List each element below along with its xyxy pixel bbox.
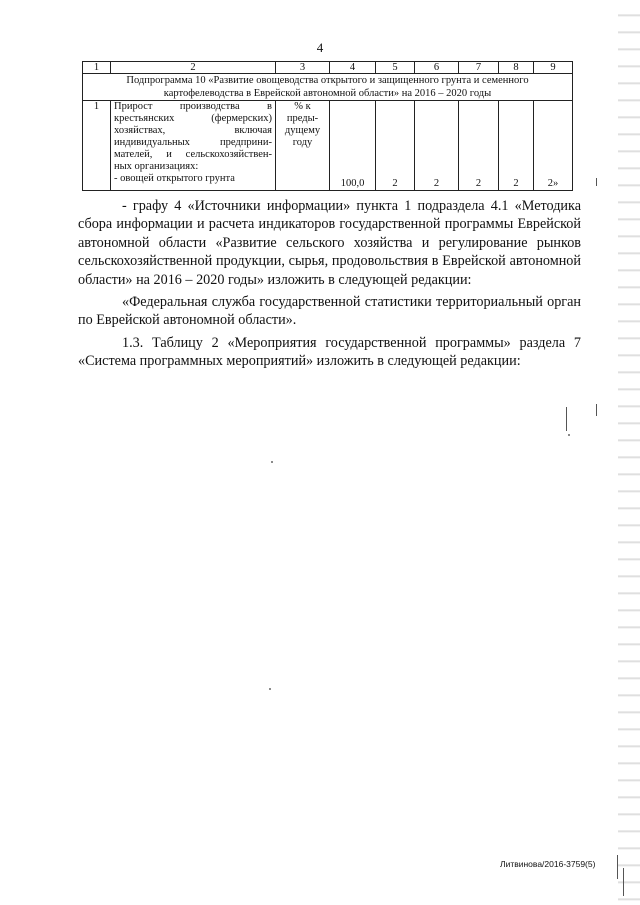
column-number: 4 [330, 62, 376, 74]
value-cell: 2 [415, 101, 459, 191]
value-cell: 2 [459, 101, 499, 191]
document-code: Литвинова/2016-3759(5) [500, 859, 596, 869]
indicator-line: крестьянских (фермерских) [114, 113, 272, 124]
column-number: 9 [534, 62, 573, 74]
scan-speck [269, 688, 271, 690]
scan-mark [596, 178, 597, 186]
column-number-row [83, 62, 573, 74]
indicator-line: мателей, и сельскохозяйствен- [114, 149, 272, 160]
scan-mark [566, 407, 567, 431]
column-number: 3 [276, 62, 330, 74]
unit-line: % к [294, 101, 311, 112]
unit-line: преды- [286, 113, 319, 124]
paragraph: 1.3. Таблицу 2 «Мероприятия государственной программы» раздела 7 «Система программных мероприятий» изложить в следующей редакции: [78, 334, 581, 370]
table-row [83, 101, 573, 191]
scan-edge-noise [618, 0, 640, 905]
value-cell: 2 [499, 101, 534, 191]
paragraph: - графу 4 «Источники информации» пункта 1 подраздела 4.1 «Методика сбора информации и расчета индикаторов государственной программы Еврейской автономной области «Развитие сельского хозяйства и регулирование рынков сельскохозяйственной продукции, сырья, продовольствия в Еврейской автономной области» на 2016 – 2020 годы» изложить в следующей редакции: [78, 198, 581, 288]
indicator-line: хозяйствах, включая [114, 125, 272, 136]
unit-cell [276, 101, 330, 191]
indicator-cell [111, 101, 276, 191]
indicator-line: ных организациях: [114, 161, 199, 172]
value-cell: 2 [376, 101, 415, 191]
scan-mark [623, 868, 624, 896]
unit-line: году [292, 137, 313, 148]
column-number: 7 [459, 62, 499, 74]
column-number: 6 [415, 62, 459, 74]
body-text [78, 197, 581, 371]
row-number: 1 [83, 101, 111, 191]
column-number: 5 [376, 62, 415, 74]
indicator-line: индивидуальных предприни- [114, 137, 272, 148]
subprogram-title: Подпрограмма 10 «Развитие овощеводства открытого и защищенного грунта и семенного картофелеводства в Еврейской автономной области» на 2016 – 2020 годы [83, 74, 573, 101]
unit-line: дущему [284, 125, 321, 136]
program-indicators-table [82, 61, 573, 191]
value-cell: 100,0 [330, 101, 376, 191]
page-number: 4 [316, 40, 324, 55]
scan-mark [617, 855, 618, 879]
scan-speck [271, 461, 273, 463]
paragraph: «Федеральная служба государственной статистики территориальный орган по Еврейской автономной области». [78, 294, 581, 329]
column-number: 2 [111, 62, 276, 74]
indicator-line: Прирост производства в [114, 101, 272, 112]
indicator-line: - овощей открытого грунта [114, 173, 235, 184]
value-cell: 2» [534, 101, 573, 191]
scan-mark [596, 404, 597, 416]
subprogram-row [83, 74, 573, 101]
scan-speck [568, 434, 570, 436]
column-number: 8 [499, 62, 534, 74]
column-number: 1 [83, 62, 111, 74]
